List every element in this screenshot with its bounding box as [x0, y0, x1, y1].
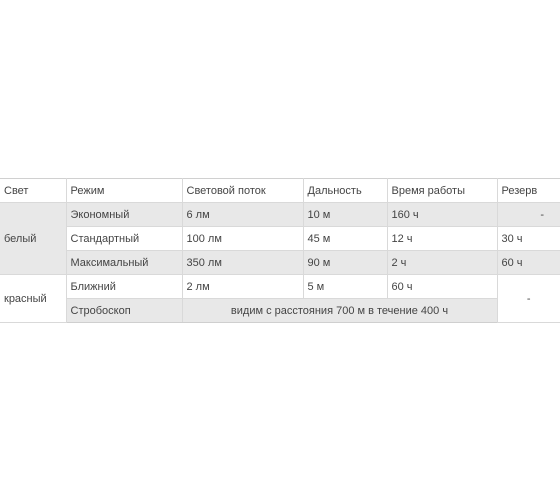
range-cell: 10 м	[303, 203, 387, 227]
flux-cell: 350 лм	[182, 251, 303, 275]
table-row	[0, 299, 560, 323]
mode-cell: Ближний	[66, 275, 182, 299]
flux-cell: 100 лм	[182, 227, 303, 251]
range-cell: 90 м	[303, 251, 387, 275]
mode-cell: Стробоскоп	[66, 299, 182, 323]
reserve-cell: -	[497, 203, 560, 227]
light-cell-red: красный	[0, 275, 66, 323]
table-row	[0, 203, 560, 227]
table-row	[0, 275, 560, 299]
header-mode: Режим	[66, 179, 182, 203]
header-range: Дальность	[303, 179, 387, 203]
time-cell: 12 ч	[387, 227, 497, 251]
mode-cell: Стандартный	[66, 227, 182, 251]
header-reserve: Резерв	[497, 179, 560, 203]
strobe-note-cell: видим с расстояния 700 м в течение 400 ч	[182, 299, 497, 323]
mode-cell: Максимальный	[66, 251, 182, 275]
reserve-cell: -	[497, 275, 560, 323]
table-row	[0, 251, 560, 275]
table-row	[0, 227, 560, 251]
range-cell: 45 м	[303, 227, 387, 251]
specs-table	[0, 178, 560, 323]
header-time: Время работы	[387, 179, 497, 203]
reserve-cell: 60 ч	[497, 251, 560, 275]
flux-cell: 2 лм	[182, 275, 303, 299]
flux-cell: 6 лм	[182, 203, 303, 227]
mode-cell: Экономный	[66, 203, 182, 227]
header-flux: Световой поток	[182, 179, 303, 203]
reserve-cell: 30 ч	[497, 227, 560, 251]
time-cell: 160 ч	[387, 203, 497, 227]
time-cell: 2 ч	[387, 251, 497, 275]
light-cell-white: белый	[0, 203, 66, 275]
table-header-row	[0, 179, 560, 203]
header-light: Свет	[0, 179, 66, 203]
range-cell: 5 м	[303, 275, 387, 299]
time-cell: 60 ч	[387, 275, 497, 299]
